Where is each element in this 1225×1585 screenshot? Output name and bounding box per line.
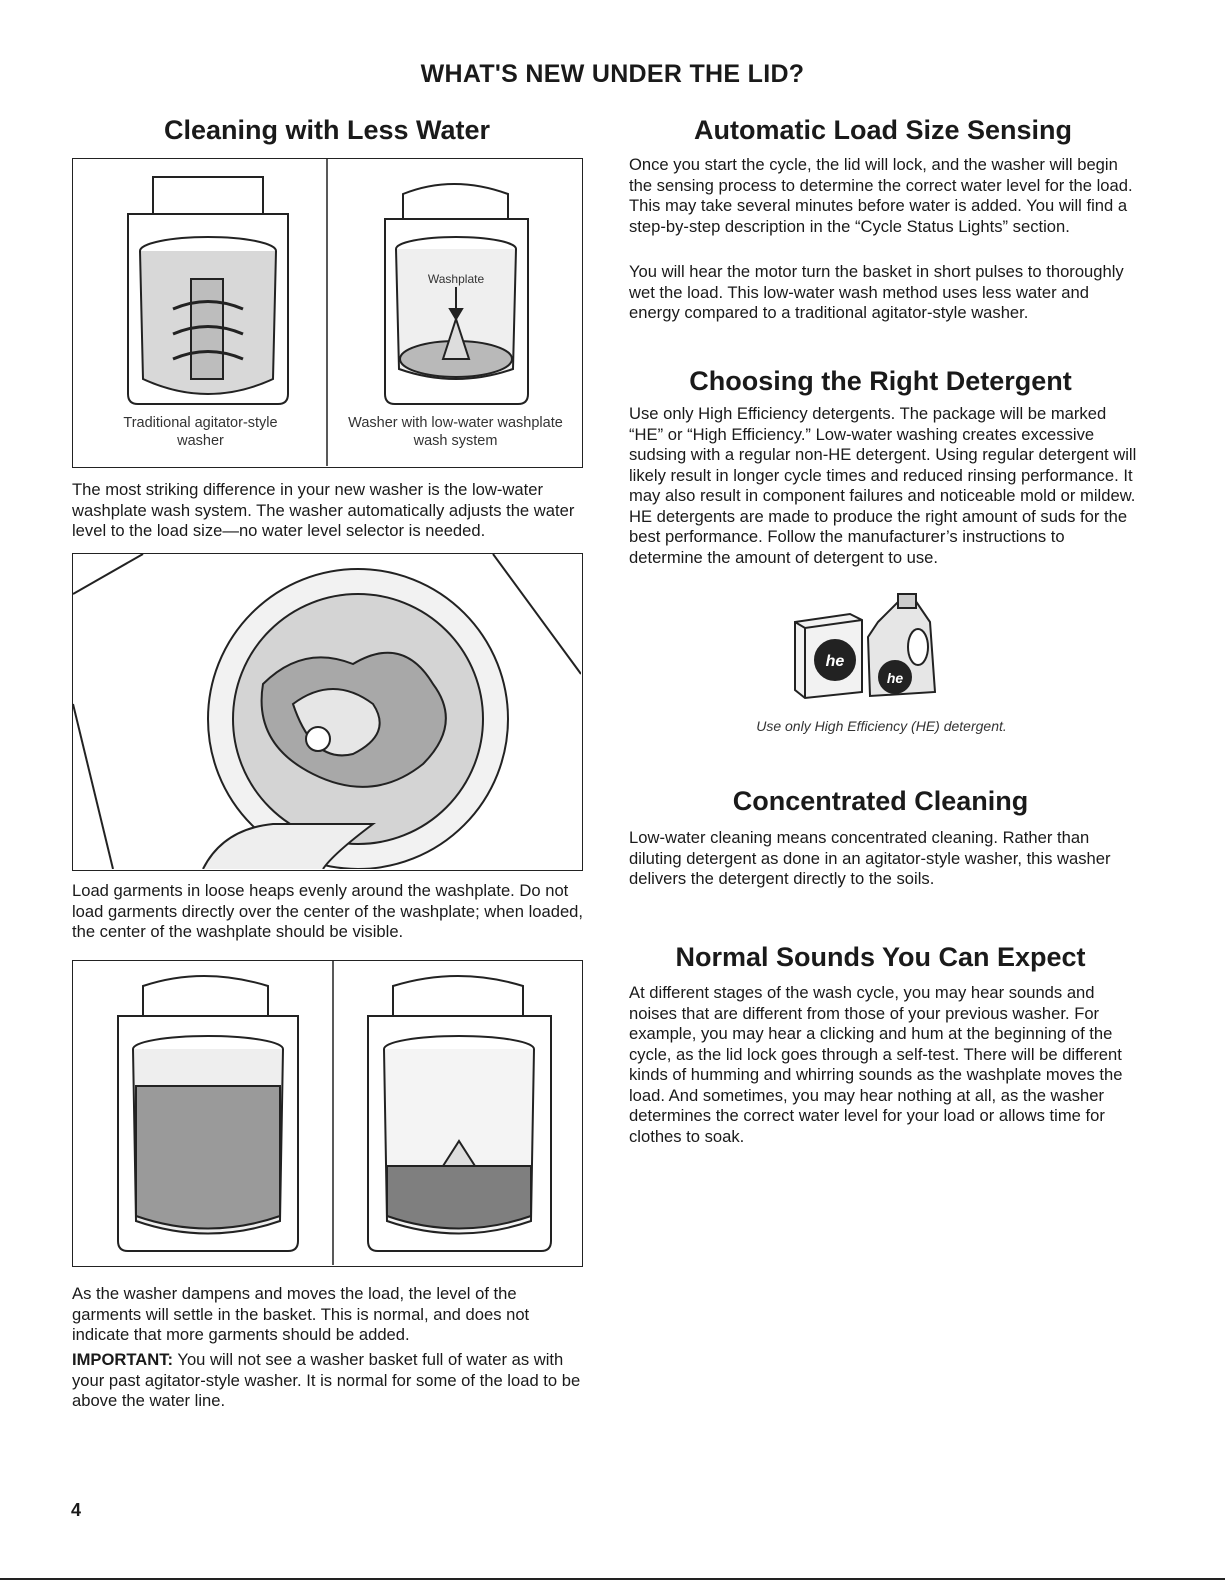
important-text: You will not see a washer basket full of water as with your past agitator-style washer. It is normal for some of the load to be above the water line. xyxy=(72,1350,581,1410)
washplate-washer-drawing xyxy=(385,184,528,404)
page-title: WHAT'S NEW UNDER THE LID? xyxy=(420,60,805,88)
he-logo-bottle: he xyxy=(886,670,904,686)
paragraph-concentrated: Low-water cleaning means concentrated cleaning. Rather than diluting detergent as done in an agitator-style washer, this washer delivers the detergent directly to the soils. xyxy=(629,828,1111,888)
paragraph-normal-sounds: At different stages of the wash cycle, you may hear sounds and noises that are different from those of your previous washer. For example, you may hear a clicking and hum at the beginning of the cycle, as the lid lock goes through a self-test. There will be different kinds of humming and whirring sounds as the washplate moves the load. And sometimes, you may hear nothing at all, as the washer determines the correct water level for your load or allows time for clothes to soak. xyxy=(629,983,1123,1146)
caption-he-detergent: Use only High Efficiency (HE) detergent. xyxy=(756,718,1007,734)
garments-settle-illustration xyxy=(73,961,581,1265)
he-detergent-drawing xyxy=(790,592,950,704)
page-number: 4 xyxy=(71,1500,82,1520)
figure-washer-comparison xyxy=(72,158,583,468)
figure-garments-settle xyxy=(72,960,583,1267)
paragraph-important xyxy=(72,1350,584,1412)
he-detergent-illustration xyxy=(790,592,950,704)
important-label: IMPORTANT: xyxy=(72,1350,174,1369)
caption-washplate-washer: Washer with low-water washplate wash system xyxy=(348,415,563,449)
paragraph-low-water-system: The most striking difference in your new washer is the low-water washplate wash system. The washer automatically adjusts the water level to the load size—no water level selector is needed. xyxy=(72,480,575,540)
paragraph-detergent: Use only High Efficiency detergents. The package will be marked “HE” or “High Efficiency.” Low-water washing creates excessive sudsing with a regular non-HE detergent. Using regular detergent will likely result in longer cycle times and reduced rinsing performance. It may also result in component failures and noticeable mold or mildew. HE detergents are made to produce the right amount of suds for the best performance. Follow the manufacturer’s instructions to determine the amount of detergent to use. xyxy=(629,404,1137,567)
he-logo-box: he xyxy=(825,653,845,670)
paragraph-sensing-1: Once you start the cycle, the lid will lock, and the washer will begin the sensing process to determine the correct water level for the load. This may take several minutes before water is added. You will find a step-by-step description in the “Cycle Status Lights” section. xyxy=(629,155,1133,236)
washplate-label: Washplate xyxy=(427,272,485,286)
heading-choosing-detergent: Choosing the Right Detergent xyxy=(689,366,1072,396)
loaded-washplate-illustration xyxy=(73,554,581,869)
figure-loaded-washplate xyxy=(72,553,583,871)
paragraph-load-garments: Load garments in loose heaps evenly around the washplate. Do not load garments directly over the center of the washplate; when loaded, the center of the washplate should be visible. xyxy=(72,881,584,941)
paragraph-sensing-2: You will hear the motor turn the basket in short pulses to thoroughly wet the load. This low-water wash method uses less water and energy compared to a traditional agitator-style washer. xyxy=(629,262,1124,322)
heading-concentrated-cleaning: Concentrated Cleaning xyxy=(732,786,1029,816)
heading-cleaning-less-water: Cleaning with Less Water xyxy=(163,115,491,145)
bottom-rule xyxy=(0,1578,1225,1580)
heading-auto-load-sensing: Automatic Load Size Sensing xyxy=(693,115,1073,145)
agitator-washer-drawing xyxy=(128,177,288,404)
heading-normal-sounds: Normal Sounds You Can Expect xyxy=(675,942,1086,972)
paragraph-garments-settle: As the washer dampens and moves the load, the level of the garments will settle in the basket. This is normal, and does not indicate that more garments should be added. xyxy=(72,1284,530,1344)
caption-agitator-washer: Traditional agitator-style washer xyxy=(123,415,278,449)
